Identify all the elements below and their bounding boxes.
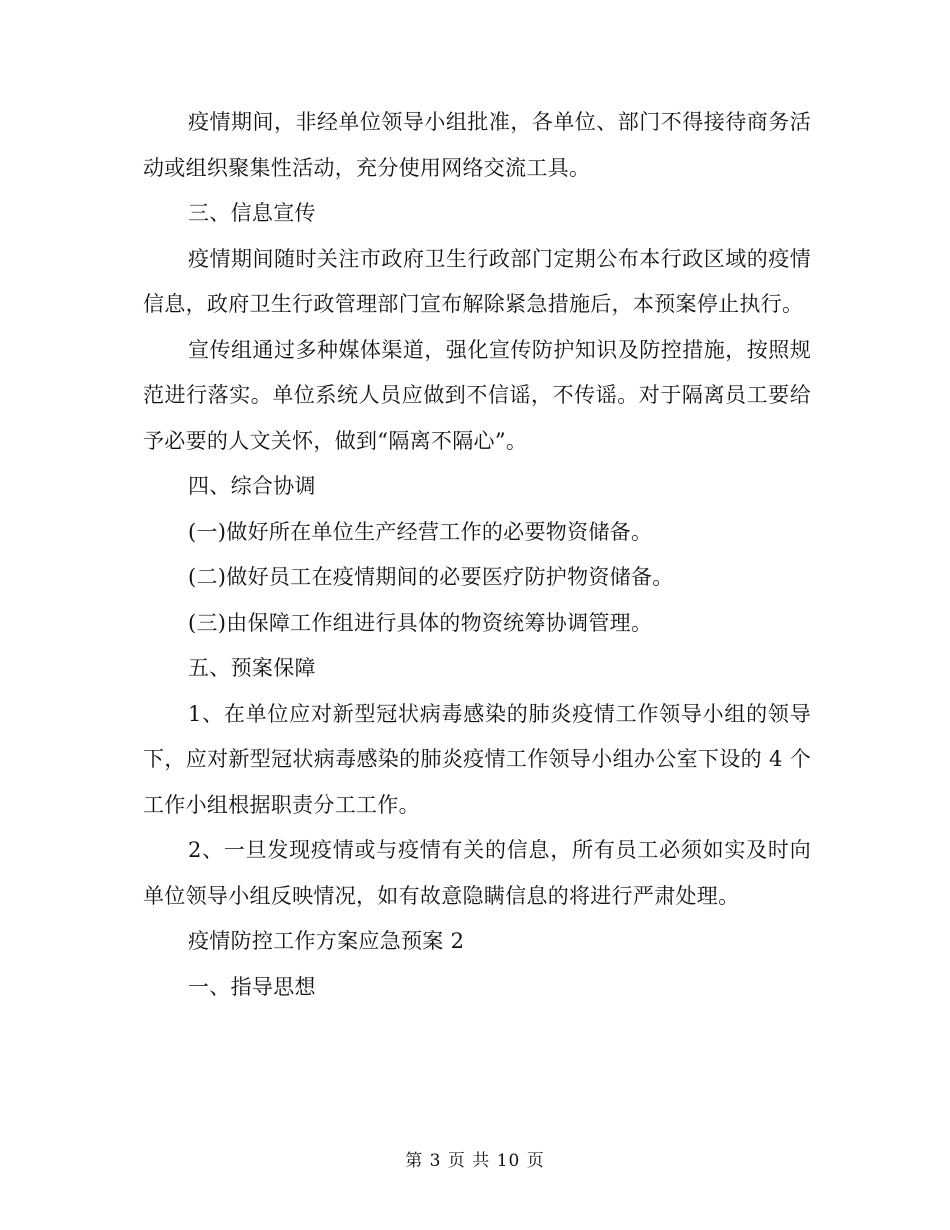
paragraph-epidemic-information: 疫情期间随时关注市政府卫生行政部门定期公布本行政区域的疫情信息，政府卫生行政管理部门宣布解除紧急措施后，本预案停止执行。 [143,246,811,316]
page-number-footer: 第 3 页 共 10 页 [405,1151,545,1171]
heading-comprehensive-coordination: 四、综合协调 [188,474,316,498]
heading-plan-2-title: 疫情防控工作方案应急预案 2 [188,929,465,953]
document-body [143,100,811,1010]
heading-information-publicity: 三、信息宣传 [188,201,316,225]
list-item-production-supplies: (一)做好所在单位生产经营工作的必要物资储备。 [188,519,653,544]
paragraph-guarantee-item-2: 2、一旦发现疫情或与疫情有关的信息，所有员工必须如实及时向单位领导小组反映情况，如有故意隐瞒信息的将进行严肃处理。 [143,838,811,908]
list-item-supply-coordination: (三)由保障工作组进行具体的物资统筹协调管理。 [188,610,653,635]
heading-guiding-ideology: 一、指导思想 [188,974,316,999]
heading-plan-guarantee: 五、预案保障 [188,656,316,680]
paragraph-guarantee-item-1: 1、在单位应对新型冠状病毒感染的肺炎疫情工作领导小组的领导下，应对新型冠状病毒感染的肺炎疫情工作领导小组办公室下设的 4 个工作小组根据职责分工工作。 [143,701,811,817]
paragraph-gathering-restriction: 疫情期间，非经单位领导小组批准，各单位、部门不得接待商务活动或组织聚集性活动，充分使用网络交流工具。 [143,110,811,180]
paragraph-publicity-group: 宣传组通过多种媒体渠道，强化宣传防护知识及防控措施，按照规范进行落实。单位系统人员应做到不信谣，不传谣。对于隔离员工要给予必要的人文关怀，做到“隔离不隔心”。 [143,337,811,453]
list-item-medical-supplies: (二)做好员工在疫情期间的必要医疗防护物资储备。 [188,565,674,589]
